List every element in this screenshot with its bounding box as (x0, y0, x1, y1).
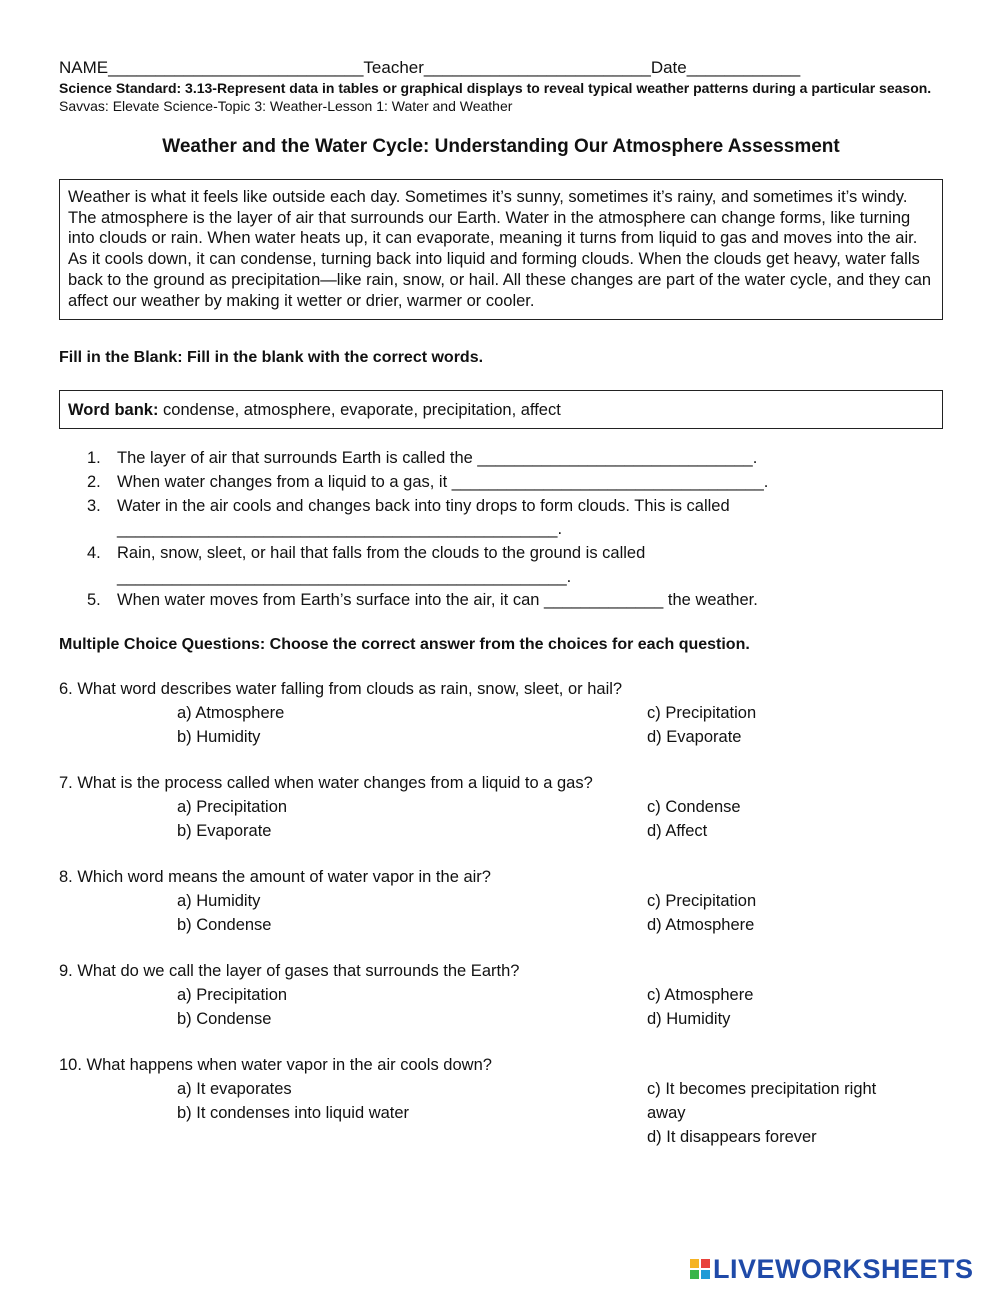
choice-a[interactable]: a) It evaporates (177, 1080, 292, 1099)
choice-d[interactable]: d) It disappears forever (647, 1128, 817, 1147)
word-bank-label: Word bank: (68, 401, 159, 420)
name-field[interactable]: ___________________________ (108, 58, 364, 77)
word-bank-words: condense, atmosphere, evaporate, precipitation, affect (158, 401, 561, 420)
question-text: 6. What word describes water falling from clouds as rain, snow, sleet, or hail? (59, 680, 623, 699)
item-text: When water moves from Earth’s surface into the air, it can _____________ the weather. (117, 591, 758, 610)
multiple-choice-heading: Multiple Choice Questions: Choose the correct answer from the choices for each question. (59, 636, 750, 654)
logo-text: LIVEWORKSHEETS (713, 1253, 974, 1284)
item-number: 1. (87, 449, 101, 468)
choice-a[interactable]: a) Precipitation (177, 798, 288, 817)
choice-b[interactable]: b) Humidity (177, 728, 261, 747)
teacher-field[interactable]: ________________________ (423, 58, 651, 77)
question-8 (59, 865, 943, 937)
question-6 (59, 677, 943, 749)
word-bank (59, 390, 943, 429)
choice-b[interactable]: b) Condense (177, 1010, 272, 1029)
choice-spacer (177, 1125, 647, 1149)
choice-a[interactable]: a) Precipitation (177, 986, 288, 1005)
choice-c[interactable]: c) Atmosphere (647, 986, 754, 1005)
name-label: NAME (59, 58, 109, 77)
choice-grid (59, 795, 943, 843)
choice-grid (59, 983, 943, 1031)
lesson-source: Savvas: Elevate Science-Topic 3: Weather-Lesson 1: Water and Weather (59, 98, 513, 114)
item-text: Rain, snow, sleet, or hail that falls from the clouds to the ground is called _________________________________________________. (117, 544, 646, 586)
choice-d[interactable]: d) Humidity (647, 1010, 731, 1029)
choice-c[interactable]: c) Precipitation (647, 892, 757, 911)
fill-blank-item[interactable] (87, 542, 943, 589)
logo-block (690, 1270, 699, 1279)
question-text: 10. What happens when water vapor in the air cools down? (59, 1056, 492, 1075)
student-info-line (59, 58, 943, 78)
fill-blank-item[interactable] (87, 495, 943, 542)
item-number: 2. (87, 472, 101, 491)
logo-block (701, 1270, 710, 1279)
logo-block (701, 1259, 710, 1268)
fill-blank-list (59, 447, 943, 613)
item-number: 5. (87, 591, 101, 610)
fill-blank-item[interactable] (87, 447, 943, 471)
liveworksheets-logo (690, 1254, 974, 1284)
logo-blocks-icon (690, 1259, 710, 1279)
question-text: 8. Which word means the amount of water vapor in the air? (59, 868, 491, 887)
question-7 (59, 771, 943, 843)
choice-d[interactable]: d) Evaporate (647, 728, 742, 747)
logo-block (690, 1259, 699, 1268)
choice-grid (59, 701, 943, 749)
choice-b[interactable]: b) Condense (177, 916, 272, 935)
item-text: When water changes from a liquid to a gas, it __________________________________. (117, 472, 769, 491)
item-number: 3. (87, 496, 101, 515)
fill-blank-heading: Fill in the Blank: Fill in the blank with the correct words. (59, 349, 484, 367)
choice-d[interactable]: d) Atmosphere (647, 916, 755, 935)
fill-blank-item[interactable] (87, 471, 943, 495)
choice-b[interactable]: b) It condenses into liquid water (177, 1104, 410, 1123)
choice-c[interactable]: c) Precipitation (647, 704, 757, 723)
fill-blank-item[interactable] (87, 589, 943, 613)
item-text: The layer of air that surrounds Earth is called the ______________________________. (117, 449, 758, 468)
date-label: Date (650, 58, 687, 77)
reading-passage: Weather is what it feels like outside each day. Sometimes it’s sunny, sometimes it’s rainy, and sometimes it’s windy. The atmosphere is the layer of air that surrounds our Earth. Water in the atmosphere can change forms, like turning into clouds or rain. When water heats up, it can evaporate, meaning it turns from liquid to gas and moves into the air. As it cools down, it can condense, turning back into liquid and forming clouds. When the clouds get heavy, water falls back to the ground as precipitation—like rain, snow, or hail. All these changes are part of the water cycle, and they can affect our weather by making it wetter or drier, warmer or cooler. (59, 179, 943, 320)
question-text: 9. What do we call the layer of gases that surrounds the Earth? (59, 962, 520, 981)
choice-c[interactable]: c) It becomes precipitation right away (647, 1080, 877, 1123)
choice-b[interactable]: b) Evaporate (177, 822, 272, 841)
date-field[interactable]: ____________ (686, 58, 801, 77)
choice-grid (59, 889, 943, 937)
choice-c[interactable]: c) Condense (647, 798, 741, 817)
worksheet-page (59, 58, 943, 1149)
choice-a[interactable]: a) Atmosphere (177, 704, 285, 723)
choice-d[interactable]: d) Affect (647, 822, 708, 841)
item-number: 4. (87, 544, 101, 563)
choice-grid (59, 1077, 943, 1149)
choice-a[interactable]: a) Humidity (177, 892, 261, 911)
item-text: Water in the air cools and changes back into tiny drops to form clouds. This is called ________________________________________________. (117, 496, 730, 539)
question-9 (59, 959, 943, 1031)
science-standard: Science Standard: 3.13-Represent data in tables or graphical displays to reveal typical weather patterns during a particular season. (59, 80, 932, 96)
teacher-label: Teacher (363, 58, 424, 77)
page-title: Weather and the Water Cycle: Understanding Our Atmosphere Assessment (162, 136, 840, 157)
question-10 (59, 1053, 943, 1149)
question-text: 7. What is the process called when water changes from a liquid to a gas? (59, 774, 593, 793)
